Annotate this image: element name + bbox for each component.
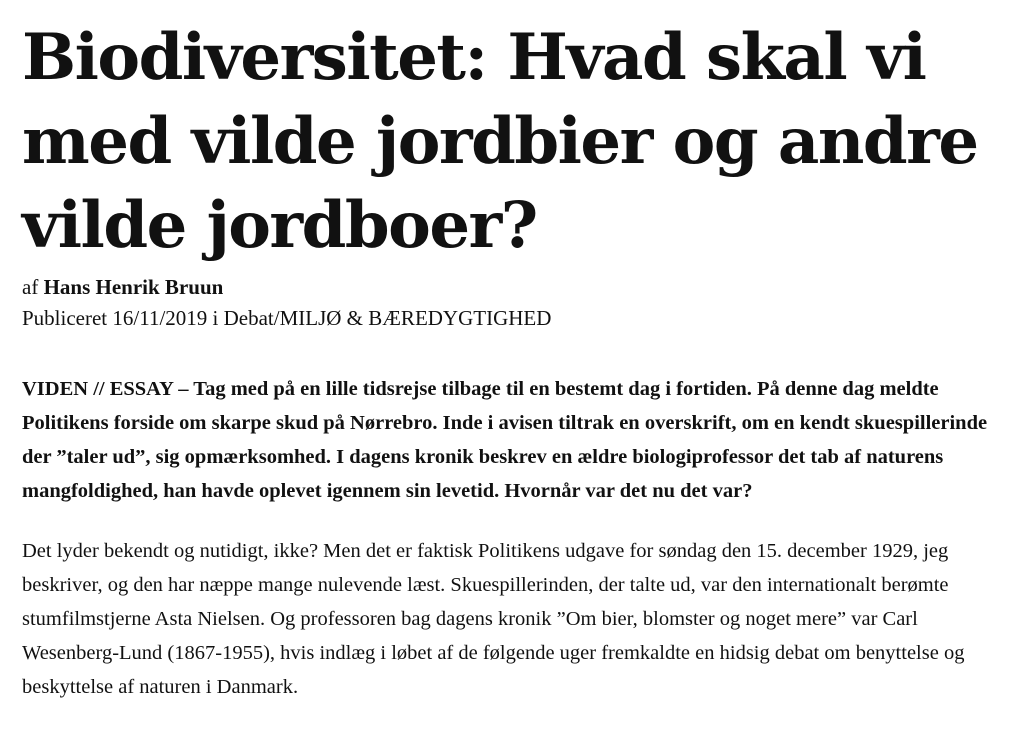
lead-paragraph: VIDEN // ESSAY – Tag med på en lille tidsrejse tilbage til en bestemt dag i fortiden. På denne dag meldte Politikens forside om skarpe skud på Nørrebro. Inde i avisen tiltrak en overskrift, om en kendt skuespillerinde der ”taler ud”, sig opmærksomhed. I dagens kronik beskrev en ældre biologiprofessor det tab af naturens mangfoldighed, han havde oplevet igennem sin levetid. Hvornår var det nu det var? (22, 378, 988, 502)
author-link[interactable]: Hans Henrik Bruun (43, 275, 224, 299)
headline: Biodiversitet: Hvad skal vi med vilde jordbier og andre vilde jordboer? (22, 20, 978, 263)
byline (22, 272, 1004, 302)
published-line: Publiceret 16/11/2019 i Debat/MILJØ & BÆREDYGTIGHED (22, 306, 552, 330)
body-paragraph: Det lyder bekendt og nutidigt, ikke? Men det er faktisk Politikens udgave for søndag den 15. december 1929, jeg beskriver, og den har næppe mange nulevende læst. Skuespillerinden, der talte ud, var den internationalt berømte stumfilmstjerne Asta Nielsen. Og professoren bag dagens kronik ”Om bier, blomster og noget mere” var Carl Wesenberg-Lund (1867-1955), hvis indlæg i løbet af de følgende uger fremkaldte en hidsig debat om benyttelse og beskyttelse af naturen i Danmark. (22, 540, 965, 698)
byline-prefix: af (22, 275, 39, 299)
